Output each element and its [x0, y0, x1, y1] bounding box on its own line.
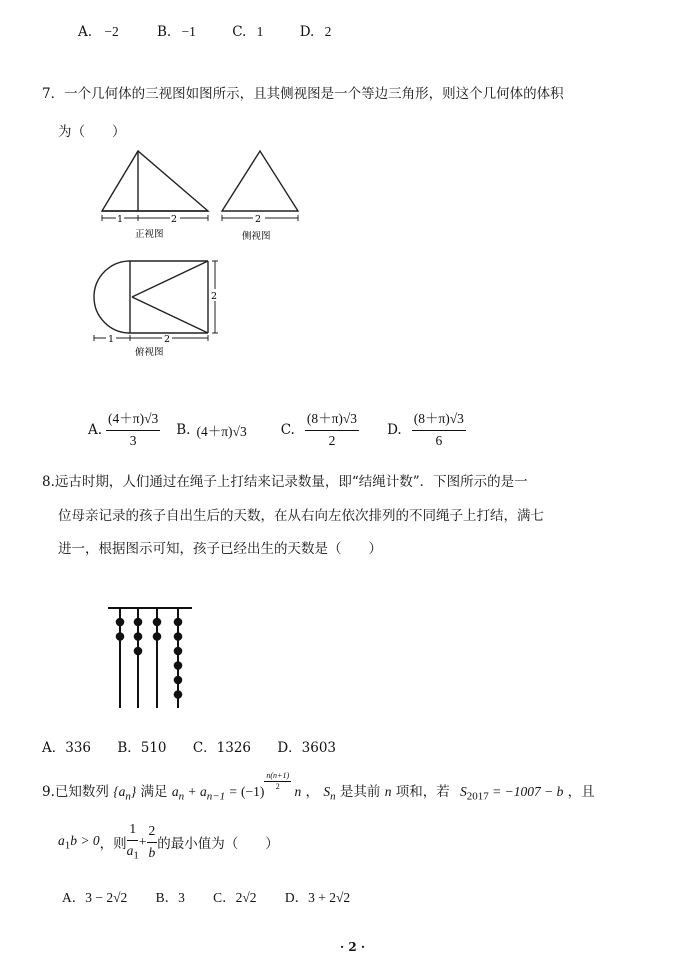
knot — [174, 618, 183, 627]
q9-mid: 满足 — [140, 784, 168, 800]
q9-s2017-sub: 2017 — [466, 790, 489, 803]
q9-end: ，且 — [567, 784, 595, 800]
q6-options — [78, 24, 331, 40]
q9-opt-b: B．3 — [155, 890, 185, 905]
front-view — [102, 151, 208, 221]
q9-exponent-num: n(n+1) — [266, 770, 290, 780]
page-number: · 2 · — [340, 940, 366, 954]
q9-stem-line1: 9.已知数列 $\{a_n\}$ 满足 $a_n + a_{n-1} = (-1)$ $\frac{n(n+1)}{2}$ n ， $S_n$ 是其前 n 项和，若 $S_{2017} = -1007 - b$ ，且 — [42, 770, 595, 803]
q9-seq-a: {a — [113, 784, 126, 799]
q6-b-label: B. — [157, 24, 172, 40]
top-view-label: 俯视图 — [135, 347, 164, 358]
knot — [174, 647, 183, 656]
q7-opt-d-numerator: (8＋π)√3 — [412, 408, 466, 431]
q9-frac-2: $\frac{2}{b}$ — [147, 820, 158, 863]
knot — [174, 676, 183, 685]
q7-opt-a-denominator: 3 — [129, 433, 137, 448]
q8-opt-b: B．510 — [117, 740, 167, 756]
knot — [174, 661, 183, 670]
q6-c-label: C. — [232, 24, 247, 40]
q9-opt-c: C．2√2 — [213, 890, 257, 905]
top-dim-2-vertical: 2 — [211, 291, 218, 302]
q6-d-label: D. — [299, 24, 315, 40]
q7-stem-line1: 7．一个几何体的三视图如图所示，且其侧视图是一个等边三角形，则这个几何体的体积 — [42, 86, 564, 102]
q8-stem-line3: 进一，根据图示可知，孩子已经出生的天数是（ ） — [58, 541, 382, 557]
q9-exponent-den: 2 — [275, 781, 280, 791]
side-view-label: 侧视图 — [242, 231, 271, 242]
q7-opt-d-denominator: 6 — [435, 433, 443, 448]
top-view — [94, 261, 218, 341]
side-dim-2: 2 — [255, 214, 262, 225]
q9-frac-1: $\frac{1}{a_1}$ — [127, 818, 139, 866]
q9-prefix: 9.已知数列 — [42, 784, 109, 800]
q8-opt-d: D．3603 — [277, 740, 336, 756]
q7-opt-c — [305, 408, 359, 451]
q9-then: ，则 — [99, 835, 127, 852]
q9-n: n — [384, 784, 392, 799]
q9-cond-a: a — [58, 832, 65, 848]
front-view-label: 正视图 — [135, 229, 164, 240]
q7-opt-c-numerator: (8＋π)√3 — [305, 408, 359, 431]
q9-recurrence: $a_n + a_{n-1} = (-1)$ $\frac{n(n+1)}{2}$ n — [171, 770, 302, 803]
q6-a-value: −2 — [104, 24, 119, 39]
q9-s2017-value: = −1007 − b — [492, 784, 564, 799]
q8-opt-c: C．1326 — [192, 740, 252, 756]
knot-ropes-figure — [100, 600, 200, 710]
top-dim-1: 1 — [108, 334, 115, 345]
q9-opt-d: D．3 + 2√2 — [284, 890, 351, 905]
knot — [116, 618, 125, 627]
front-dim-1: 1 — [117, 214, 124, 225]
front-dim-2: 2 — [171, 214, 178, 225]
q8-stem-line2: 位母亲记录的孩子自出生后的天数，在从右向左依次排列的不同绳子上打结，满七 — [58, 508, 544, 524]
q9-neg-one: (−1) — [241, 784, 265, 799]
knot — [134, 618, 143, 627]
knot — [174, 690, 183, 699]
q6-c-value: 1 — [256, 24, 264, 39]
knot — [134, 647, 143, 656]
q9-sn-text: 是其前 — [339, 784, 381, 800]
q8-options — [42, 736, 336, 756]
q7-stem-line2: 为（ ） — [58, 124, 126, 140]
q8-opt-a: A．336 — [42, 740, 92, 756]
q9-s2017 — [460, 784, 564, 803]
q9-tail: 的最小值为（ ） — [157, 835, 279, 852]
knot — [153, 632, 162, 641]
side-view — [222, 151, 298, 221]
q9-rest: 项和，若 — [395, 784, 450, 800]
q9-condition: $a_1b > 0$ — [58, 832, 100, 852]
knot — [134, 632, 143, 641]
q7-opt-d-label: D. — [387, 421, 402, 438]
q7-opt-c-denominator: 2 — [328, 433, 336, 448]
q9-sn: $S_n$ — [323, 784, 336, 803]
q7-opt-a-label: A. — [88, 421, 103, 438]
q9-seq: $\{a_n\}$ — [113, 784, 137, 803]
knot — [174, 632, 183, 641]
q7-opt-b-label: B. — [176, 421, 191, 438]
q6-b-value: −1 — [181, 24, 196, 39]
q9-options — [62, 886, 350, 906]
top-dim-2: 2 — [164, 334, 171, 345]
knot — [116, 632, 125, 641]
three-view-figure — [90, 145, 330, 360]
q9-opt-a: A．3 − 2√2 — [62, 890, 128, 905]
q9-stem-line2: $a_1b > 0$ ，则 $\frac{1}{a_1}$ + $\frac{2}{b}$ 的最小值为（ ） — [58, 818, 279, 866]
q7-opt-a — [106, 408, 160, 451]
q7-options — [88, 408, 466, 451]
q7-opt-a-numerator: (4＋π)√3 — [106, 408, 160, 431]
q7-opt-c-label: C. — [280, 421, 295, 438]
q6-a-label: A. — [78, 24, 93, 40]
q7-opt-b-value: (4＋π)√3 — [196, 423, 247, 439]
q8-stem-line1: 8.远古时期，人们通过在绳子上打结来记录数量，即“结绳计数”．下图所示的是一 — [42, 474, 528, 490]
q7-opt-d — [412, 408, 466, 451]
knot — [153, 618, 162, 627]
q6-d-value: 2 — [324, 24, 332, 39]
q9-s2017-s: S — [460, 784, 467, 799]
